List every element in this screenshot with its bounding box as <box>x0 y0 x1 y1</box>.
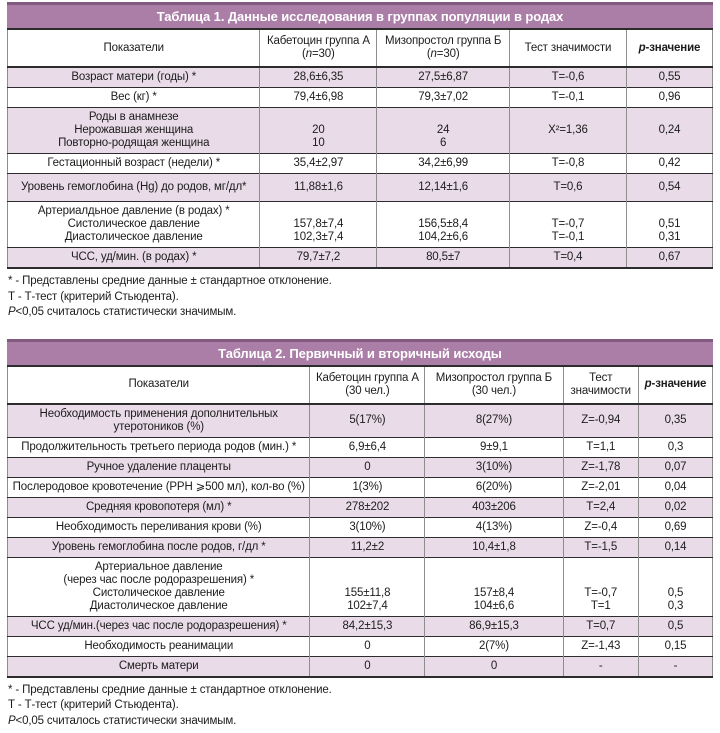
row-label-cell: ЧСС уд/мин.(через час после родоразрешения) * <box>30 619 287 632</box>
value-cell: 28,6±6,35 <box>260 67 377 88</box>
table-row <box>8 248 713 269</box>
row-label-cell: Артериалдьное давление (в родах) * Систолическое давление Диастолическое давление <box>37 205 230 243</box>
value-cell: 3(10%) <box>310 517 425 537</box>
value-cell: 1(3%) <box>310 477 425 497</box>
value-cell: 0 <box>310 636 425 656</box>
value-cell: Z=-2,01 <box>563 477 638 497</box>
value-cell: 278±202 <box>310 497 425 517</box>
value-cell: Т=-0,7 Т=1 <box>563 557 638 616</box>
table-row <box>8 557 713 616</box>
table-row <box>8 174 713 202</box>
table-row <box>8 656 713 677</box>
value-cell: 3(10%) <box>425 457 563 477</box>
table-row <box>8 67 713 88</box>
value-cell: 79,7±7,2 <box>260 248 377 269</box>
value-cell: 0,04 <box>638 477 712 497</box>
value-cell: 24 6 <box>377 108 510 154</box>
table-row <box>8 497 713 517</box>
column-header: Мизопростол группа Б (30 чел.) <box>425 367 563 404</box>
value-cell: 0 <box>310 656 425 677</box>
row-label-cell: Послеродовое кровотечение (PPH ⩾500 мл), кол-во (%) <box>12 480 305 493</box>
column-header: Показатели <box>8 30 260 67</box>
row-label-cell: Гестационный возраст (недели) * <box>47 157 221 169</box>
value-cell: 0,02 <box>638 497 712 517</box>
column-header: Тест значимости <box>563 367 638 404</box>
row-label-cell: Артериальное давление (через час после родоразрешения) * Систолическое давление Диастолическое давление <box>63 560 255 612</box>
value-cell: 6(20%) <box>425 477 563 497</box>
value-cell: 79,3±7,02 <box>377 88 510 108</box>
row-label-cell: Необходимость применения дополнительных утеротоников (%) <box>39 407 278 433</box>
footnote-line: * - Представлены средние данные ± стандартное отклонение. <box>8 275 332 287</box>
column-header: Кабетоцин группа А (30 чел.) <box>310 367 425 404</box>
value-cell: 0,24 <box>626 108 712 154</box>
table1-section <box>7 2 713 321</box>
table1-title: Таблица 1. Данные исследования в группах популяции в родах <box>156 9 564 24</box>
header-row <box>8 367 713 404</box>
value-cell: 0,5 0,3 <box>638 557 712 616</box>
value-cell: 0,42 <box>626 154 712 174</box>
row-label-cell: Необходимость реанимации <box>84 639 234 652</box>
footnote-line: * - Представлены средние данные ± стандартное отклонение. <box>8 683 332 696</box>
table2-container <box>7 367 713 678</box>
value-cell: 86,9±15,3 <box>425 616 563 636</box>
data-table <box>7 30 713 269</box>
row-label-cell: Возраст матери (годы) * <box>71 71 197 83</box>
value-cell: Т=-0,8 <box>509 154 626 174</box>
value-cell: 2(7%) <box>425 636 563 656</box>
row-label-cell: Смерть матери <box>118 659 199 672</box>
value-cell: Т=-1,5 <box>563 537 638 557</box>
row-label-cell: Средняя кровопотеря (мл) * <box>86 500 232 513</box>
value-cell: 157,8±7,4 102,3±7,4 <box>260 202 377 248</box>
table-row <box>8 437 713 457</box>
value-cell: 10,4±1,8 <box>425 537 563 557</box>
value-cell: Т=-0,7 Т=-0,1 <box>509 202 626 248</box>
table2-title: Таблица 2. Первичный и вторичный исходы <box>218 345 502 361</box>
row-label-cell: Вес (кг) * <box>110 91 157 103</box>
value-cell: Х²=1,36 <box>509 108 626 154</box>
row-label-cell: Уровень гемоглобина после родов, г/дл * <box>51 540 266 553</box>
value-cell: 0 <box>425 656 563 677</box>
table2-section <box>7 339 713 730</box>
value-cell: 4(13%) <box>425 517 563 537</box>
value-cell: 0,15 <box>638 636 712 656</box>
column-header: p-значение <box>638 367 712 404</box>
column-header: Тест значимости <box>509 30 626 67</box>
footnote-line: Р<0,05 считалось статистически значимым. <box>8 306 237 318</box>
footnote-line: Т - Т-тест (критерий Стьюдента). <box>8 290 179 303</box>
value-cell: 157±8,4 104±6,6 <box>425 557 563 616</box>
value-cell: Т=2,4 <box>563 497 638 517</box>
value-cell: 403±206 <box>425 497 563 517</box>
value-cell: 0,51 0,31 <box>626 202 712 248</box>
table2-title-bar <box>7 339 713 367</box>
value-cell: 0,3 <box>638 437 712 457</box>
value-cell: 5(17%) <box>310 404 425 438</box>
column-header: p-значение <box>626 30 712 67</box>
value-cell: 34,2±6,99 <box>377 154 510 174</box>
value-cell: 156,5±8,4 104,2±6,6 <box>377 202 510 248</box>
table1-title-bar <box>7 2 713 30</box>
value-cell: 79,4±6,98 <box>260 88 377 108</box>
column-header: Мизопростол группа Б (n=30) <box>377 30 510 67</box>
value-cell: 0,96 <box>626 88 712 108</box>
value-cell: Z=-0,4 <box>563 517 638 537</box>
value-cell: 84,2±15,3 <box>310 616 425 636</box>
value-cell: 11,2±2 <box>310 537 425 557</box>
value-cell: Т=0,6 <box>509 174 626 202</box>
data-table <box>7 367 713 678</box>
row-label-cell: Ручное удаление плаценты <box>86 460 231 473</box>
value-cell: 27,5±6,87 <box>377 67 510 88</box>
value-cell: 20 10 <box>260 108 377 154</box>
table-row <box>8 88 713 108</box>
table-row <box>8 154 713 174</box>
value-cell: - <box>563 656 638 677</box>
value-cell: 0,07 <box>638 457 712 477</box>
value-cell: 0,69 <box>638 517 712 537</box>
value-cell: 0 <box>310 457 425 477</box>
table1-container <box>7 30 713 269</box>
value-cell: 80,5±7 <box>377 248 510 269</box>
footnote-line: Р<0,05 считалось статистически значимым. <box>8 714 237 727</box>
value-cell: 11,88±1,6 <box>260 174 377 202</box>
table-row <box>8 537 713 557</box>
table-row <box>8 517 713 537</box>
value-cell: Т=0,7 <box>563 616 638 636</box>
row-label-cell: ЧСС, уд/мин. (в родах) * <box>70 251 197 263</box>
value-cell: 8(27%) <box>425 404 563 438</box>
value-cell: 0,54 <box>626 174 712 202</box>
row-label-cell: Продолжительность третьего периода родов (мин.) * <box>21 440 297 453</box>
table-row <box>8 636 713 656</box>
column-header: Кабетоцин группа А (n=30) <box>260 30 377 67</box>
value-cell: Т=0,4 <box>509 248 626 269</box>
value-cell: Z=-1,78 <box>563 457 638 477</box>
value-cell: 6,9±6,4 <box>310 437 425 457</box>
table-row <box>8 457 713 477</box>
table-row <box>8 202 713 248</box>
value-cell: 0,5 <box>638 616 712 636</box>
table-row <box>8 404 713 438</box>
value-cell: 35,4±2,97 <box>260 154 377 174</box>
table-row <box>8 108 713 154</box>
value-cell: 0,55 <box>626 67 712 88</box>
footnote-line: Т - Т-тест (критерий Стьюдента). <box>8 699 179 711</box>
value-cell: 0,67 <box>626 248 712 269</box>
value-cell: Z=-0,94 <box>563 404 638 438</box>
value-cell: 9±9,1 <box>425 437 563 457</box>
value-cell: 12,14±1,6 <box>377 174 510 202</box>
header-row <box>8 30 713 67</box>
value-cell: 0,35 <box>638 404 712 438</box>
value-cell: Т=-0,1 <box>509 88 626 108</box>
row-label-cell: Уровень гемоглобина (Hg) до родов, мг/дл* <box>21 181 247 193</box>
row-label-cell: Роды в анамнезе Нерожавшая женщина Повторно-родящая женщина <box>58 111 210 149</box>
table-row <box>8 477 713 497</box>
column-header: Показатели <box>8 367 310 404</box>
value-cell: Т=-0,6 <box>509 67 626 88</box>
row-label-cell: Необходимость переливания крови (%) <box>55 520 262 533</box>
table2-footnotes <box>8 683 713 730</box>
value-cell: 0,14 <box>638 537 712 557</box>
table1-footnotes <box>8 274 713 321</box>
value-cell: Т=1,1 <box>563 437 638 457</box>
value-cell: Z=-1,43 <box>563 636 638 656</box>
value-cell: - <box>638 656 712 677</box>
table-row <box>8 616 713 636</box>
value-cell: 155±11,8 102±7,4 <box>310 557 425 616</box>
